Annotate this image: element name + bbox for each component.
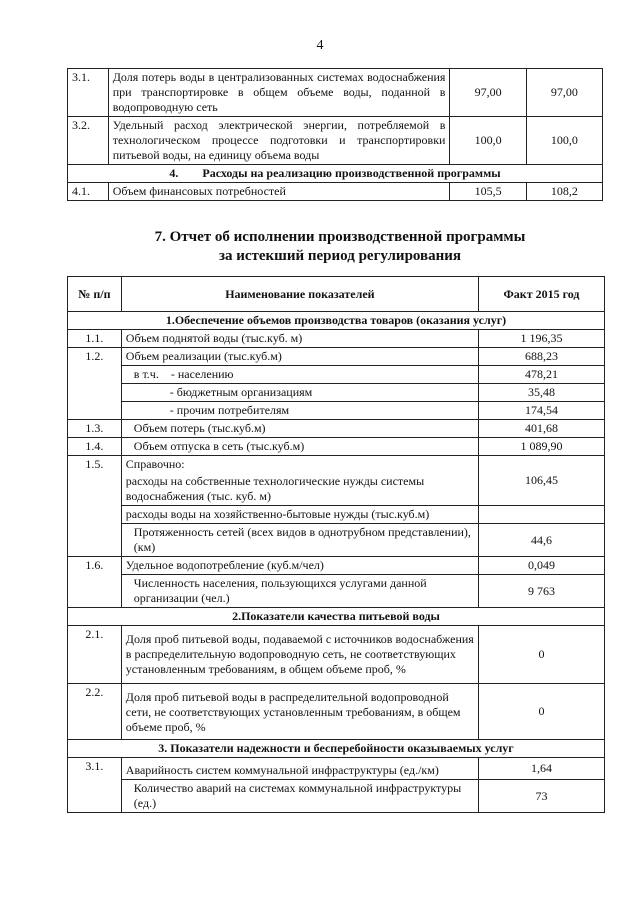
row-fact: 0,049 [479,557,605,575]
report-title [0,228,640,266]
row-number: 1.4. [68,438,122,456]
row-name: Объем потерь (тыс.куб.м) [121,420,478,438]
section-row [68,608,605,626]
row-name: Аварийность систем коммунальной инфраструктуры (ед./км) [121,758,478,780]
row-fact: 1 196,35 [479,330,605,348]
row-name: Удельное водопотребление (куб.м/чел) [121,557,478,575]
section-title: 4. Расходы на реализацию производственной программы [68,165,603,183]
row-name: Объем отпуска в сеть (тыс.куб.м) [121,438,478,456]
row-fact: 73 [479,780,605,813]
row-number: 4.1. [68,183,109,201]
value-plan: 105,5 [450,183,526,201]
row-text: Объем финансовых потребностей [108,183,450,201]
row-number: 1.6. [68,557,122,608]
row-number: 3.1. [68,758,122,813]
table-row [68,117,603,165]
section-row [68,740,605,758]
row-fact: 1,64 [479,758,605,780]
row-name: Доля проб питьевой воды, подаваемой с источников водоснабжения в распределительную водопроводную сеть, не соответствующих установленным требованиям, в общем объеме проб, % [121,626,478,684]
row-fact: 688,23 [479,348,605,366]
row-name: Справочно: [121,456,478,474]
section-title: 1.Обеспечение объемов производства товаров (оказания услуг) [68,312,605,330]
row-number: 1.2. [68,348,122,420]
value-fact: 100,0 [526,117,602,165]
table-row [68,524,605,557]
row-number: 1.5. [68,456,122,557]
row-name: Численность населения, пользующихся услугами данной организации (чел.) [121,575,478,608]
table-row [68,626,605,684]
row-number: 3.1. [68,69,109,117]
page-number: 4 [316,38,324,53]
row-name: расходы на собственные технологические нужды системы водоснабжения (тыс. куб. м) [121,473,478,506]
row-name: Количество аварий на системах коммунальной инфраструктуры (ед.) [121,780,478,813]
table-row [68,330,605,348]
row-fact: 106,45 [479,456,605,506]
value-plan: 97,00 [450,69,526,117]
row-number: 1.3. [68,420,122,438]
value-plan: 100,0 [450,117,526,165]
row-fact: 478,21 [479,366,605,384]
row-name: Объем реализации (тыс.куб.м) [121,348,478,366]
header-num: № п/п [68,277,122,312]
row-name: Доля проб питьевой воды в распределительной водопроводной сети, не соответствующих установленным требованиям, в общем объеме проб, % [121,684,478,740]
row-text: Доля потерь воды в централизованных системах водоснабжения при транспортировке в общем объеме воды, поданной в водопроводную сеть [108,69,450,117]
top-table [67,68,603,201]
row-number: 1.1. [68,330,122,348]
section-row [68,312,605,330]
main-table [67,276,605,813]
table-row [68,684,605,740]
table-row [68,366,605,384]
report-title-line2: за истекший период регулирования [218,248,462,264]
row-text: Удельный расход электрической энергии, потребляемой в технологическом процессе подготовки и транспортировки питьевой воды, на единицу объема воды [108,117,450,165]
section-row [68,165,603,183]
row-name: Объем поднятой воды (тыс.куб. м) [121,330,478,348]
row-name: расходы воды на хозяйственно-бытовые нужды (тыс.куб.м) [121,506,478,524]
table-row [68,438,605,456]
table-row [68,402,605,420]
table-row [68,758,605,780]
row-name: Протяженность сетей (всех видов в однотрубном представлении), (км) [121,524,478,557]
report-title-line1: 7. Отчет об исполнении производственной программы [154,229,526,245]
row-name: - бюджетным организациям [121,384,478,402]
section-title: 2.Показатели качества питьевой воды [68,608,605,626]
table-row [68,384,605,402]
value-fact: 97,00 [526,69,602,117]
table-row [68,348,605,366]
section-title: 3. Показатели надежности и бесперебойности оказываемых услуг [68,740,605,758]
row-fact [479,506,605,524]
row-fact: 174,54 [479,402,605,420]
row-name: - прочим потребителям [121,402,478,420]
row-fact: 35,48 [479,384,605,402]
row-number: 2.1. [68,626,122,684]
table-row [68,456,605,474]
header-fact: Факт 2015 год [479,277,605,312]
table-row [68,506,605,524]
row-number: 3.2. [68,117,109,165]
value-fact: 108,2 [526,183,602,201]
table-row [68,183,603,201]
table-row [68,69,603,117]
row-name: в т.ч. - населению [121,366,478,384]
table-row [68,780,605,813]
row-fact: 0 [479,684,605,740]
row-fact: 1 089,90 [479,438,605,456]
row-fact: 9 763 [479,575,605,608]
header-name: Наименование показателей [121,277,478,312]
table-row [68,575,605,608]
row-number: 2.2. [68,684,122,740]
row-fact: 401,68 [479,420,605,438]
table-row [68,420,605,438]
table-row [68,557,605,575]
row-fact: 44,6 [479,524,605,557]
row-fact: 0 [479,626,605,684]
header-row [68,277,605,312]
